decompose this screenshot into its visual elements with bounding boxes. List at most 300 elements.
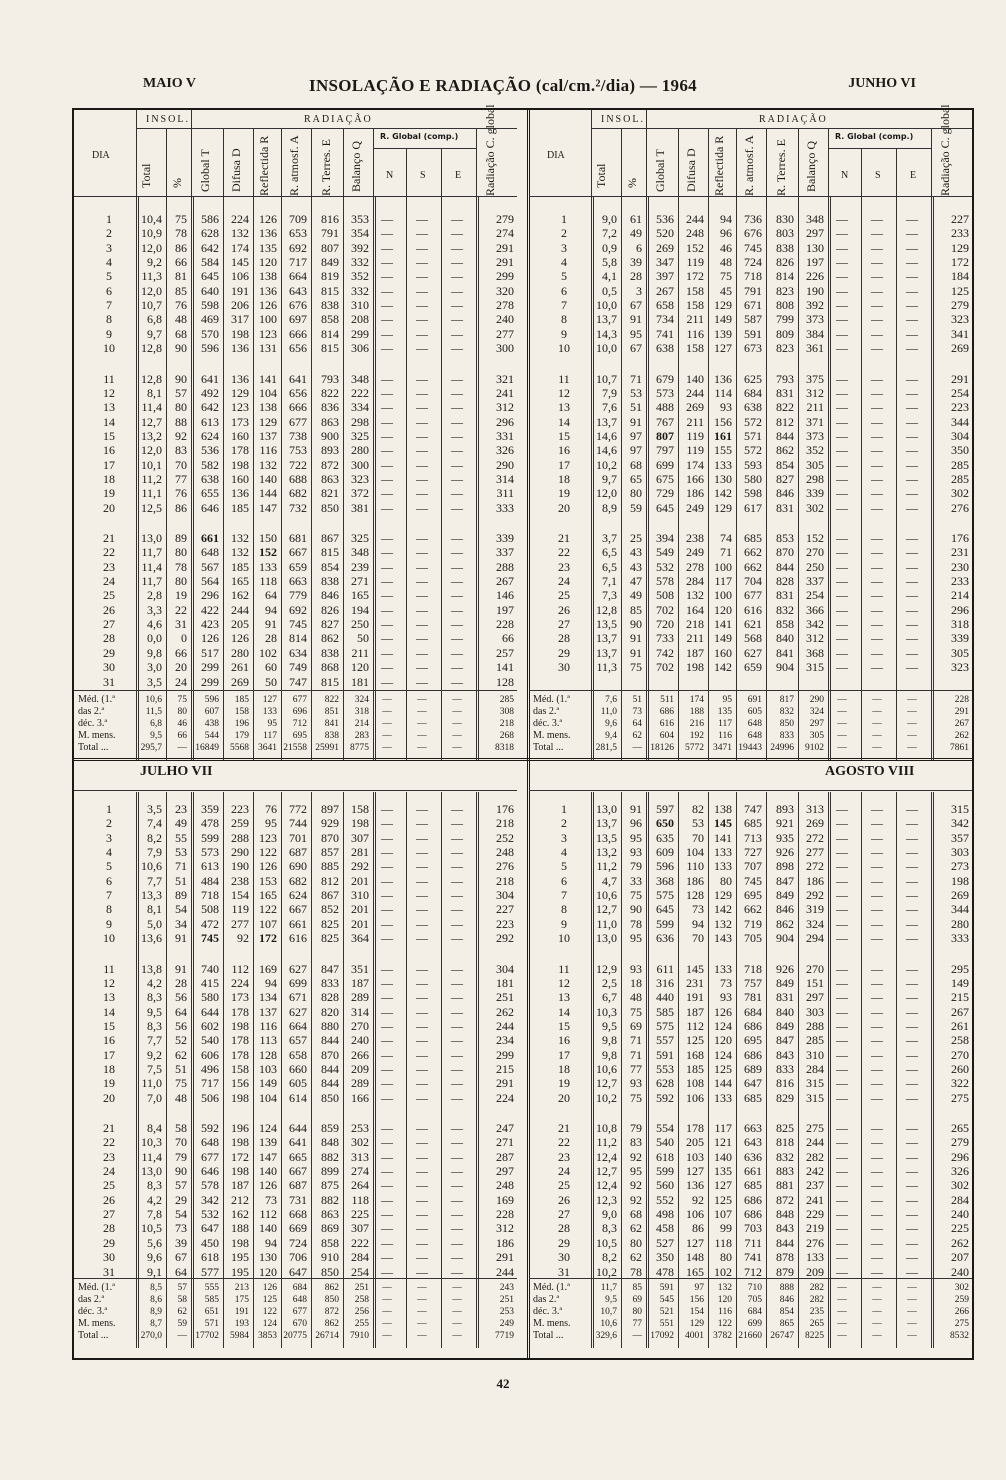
cell-refl: 116 xyxy=(259,443,277,458)
table-row xyxy=(529,902,972,916)
cell-dia: 19 xyxy=(558,486,570,501)
cell-total: 0,0 xyxy=(147,631,162,646)
summary-cell-pct: 59 xyxy=(177,1319,187,1329)
summary-row xyxy=(74,1330,517,1342)
cell-s: — xyxy=(416,1235,428,1250)
column-separator xyxy=(736,128,737,196)
column-separator xyxy=(646,110,647,196)
cell-dia: 7 xyxy=(106,888,112,903)
cell-atm: 772 xyxy=(289,802,307,816)
cell-ter: 898 xyxy=(776,859,794,874)
cell-total: 13,2 xyxy=(141,428,162,443)
cell-refl: 143 xyxy=(714,931,732,946)
cell-ter: 935 xyxy=(776,830,794,845)
cell-atm: 747 xyxy=(289,674,307,689)
cell-total: 10,7 xyxy=(141,298,162,313)
cell-bal: 241 xyxy=(806,1192,824,1207)
cell-cg: 275 xyxy=(951,1090,969,1105)
cell-e: — xyxy=(906,385,918,400)
cell-difusa: 174 xyxy=(686,457,704,472)
table-row xyxy=(74,574,517,588)
cell-pct: 53 xyxy=(630,385,642,400)
cell-refl: 129 xyxy=(714,500,732,515)
cell-total: 13,7 xyxy=(596,631,617,646)
cell-bal: 354 xyxy=(351,226,369,241)
summary-cell-n: — xyxy=(837,1283,847,1293)
cell-refl: 128 xyxy=(259,1047,277,1062)
cell-cg: 304 xyxy=(951,428,969,443)
cell-refl: 93 xyxy=(720,400,732,415)
cell-total: 13,0 xyxy=(596,931,617,946)
cell-dia: 28 xyxy=(558,1221,570,1236)
summary-cell-bal: 9102 xyxy=(805,743,824,753)
cell-n: — xyxy=(381,531,393,545)
table-row xyxy=(74,603,517,617)
cell-dia: 19 xyxy=(103,1076,115,1091)
cell-global: 613 xyxy=(201,414,219,429)
cell-s: — xyxy=(871,1192,883,1207)
cell-n: — xyxy=(381,371,393,386)
cell-difusa: 278 xyxy=(686,559,704,574)
cell-n: — xyxy=(836,845,848,860)
cell-cg: 276 xyxy=(496,859,514,874)
cell-bal: 315 xyxy=(806,1076,824,1091)
cell-n: — xyxy=(836,443,848,458)
summary-cell-refl: 135 xyxy=(717,707,732,717)
summary-cell-s: — xyxy=(417,731,427,741)
cell-s: — xyxy=(871,371,883,386)
cell-e: — xyxy=(906,1149,918,1164)
summary-cell-pct: 46 xyxy=(177,719,187,729)
cell-global: 679 xyxy=(656,371,674,386)
cell-atm: 685 xyxy=(744,1090,762,1105)
cell-s: — xyxy=(416,414,428,429)
summary-cell-refl: 117 xyxy=(718,719,732,729)
cell-ter: 848 xyxy=(776,1207,794,1222)
cell-dia: 22 xyxy=(558,1135,570,1150)
cell-n: — xyxy=(836,1207,848,1222)
summary-cell-bal: 8225 xyxy=(805,1331,824,1341)
cell-cg: 333 xyxy=(951,931,969,946)
cell-dia: 3 xyxy=(561,830,567,845)
summary-cell-e: — xyxy=(907,1331,917,1341)
cell-global: 478 xyxy=(201,816,219,831)
cell-global: 577 xyxy=(201,1264,219,1279)
summary-cell-global: 551 xyxy=(659,1319,674,1329)
cell-e: — xyxy=(906,1207,918,1222)
cell-difusa: 231 xyxy=(686,975,704,990)
cell-s: — xyxy=(871,341,883,356)
cell-dia: 15 xyxy=(103,428,115,443)
cell-ter: 844 xyxy=(776,1235,794,1250)
cell-s: — xyxy=(416,1018,428,1033)
cell-n: — xyxy=(381,802,393,816)
cell-bal: 384 xyxy=(806,326,824,341)
cell-ter: 872 xyxy=(321,457,339,472)
cell-s: — xyxy=(416,269,428,284)
cell-atm: 697 xyxy=(289,312,307,327)
cell-atm: 692 xyxy=(289,240,307,255)
cell-global: 498 xyxy=(656,1207,674,1222)
cell-pct: 68 xyxy=(630,457,642,472)
cell-cg: 271 xyxy=(496,1135,514,1150)
cell-global: 573 xyxy=(201,845,219,860)
cell-dia: 28 xyxy=(558,631,570,646)
cell-e: — xyxy=(906,1264,918,1279)
header-terres: R. Terres. E xyxy=(319,139,333,196)
cell-ter: 809 xyxy=(776,326,794,341)
cell-e: — xyxy=(451,400,463,415)
table-row xyxy=(74,1207,517,1221)
cell-difusa: 145 xyxy=(686,961,704,976)
cell-global: 552 xyxy=(656,1192,674,1207)
cell-difusa: 112 xyxy=(231,961,249,976)
cell-total: 4,6 xyxy=(147,617,162,632)
cell-global: 650 xyxy=(656,816,674,831)
cell-n: — xyxy=(381,1018,393,1033)
summary-cell-total: 9,5 xyxy=(605,1295,617,1305)
cell-difusa: 174 xyxy=(231,240,249,255)
cell-total: 10,1 xyxy=(141,457,162,472)
cell-global: 296 xyxy=(201,588,219,603)
table-row xyxy=(529,617,972,631)
cell-refl: 137 xyxy=(259,1004,277,1019)
cell-dia: 2 xyxy=(561,226,567,241)
cell-n: — xyxy=(381,326,393,341)
cell-total: 8,9 xyxy=(602,500,617,515)
summary-cell-atm: 677 xyxy=(292,1307,307,1317)
table-row xyxy=(74,443,517,457)
cell-e: — xyxy=(906,990,918,1005)
cell-global: 347 xyxy=(656,255,674,270)
cell-pct: 90 xyxy=(175,371,187,386)
cell-s: — xyxy=(871,312,883,327)
summary-cell-refl: 133 xyxy=(262,707,277,717)
cell-global: 549 xyxy=(656,545,674,560)
cell-total: 5,0 xyxy=(147,916,162,931)
cell-refl: 113 xyxy=(259,1033,277,1048)
cell-pct: 90 xyxy=(630,617,642,632)
cell-e: — xyxy=(906,212,918,226)
table-row xyxy=(529,831,972,845)
cell-total: 12,7 xyxy=(596,902,617,917)
cell-n: — xyxy=(381,975,393,990)
cell-refl: 145 xyxy=(714,816,732,831)
cell-refl: 142 xyxy=(714,486,732,501)
cell-difusa: 82 xyxy=(692,802,704,816)
cell-refl: 139 xyxy=(714,326,732,341)
cell-difusa: 187 xyxy=(686,645,704,660)
summary-cell-refl: 122 xyxy=(717,1319,732,1329)
cell-dia: 7 xyxy=(561,298,567,313)
summary-cell-pct: 51 xyxy=(632,695,642,705)
cell-pct: 34 xyxy=(175,916,187,931)
cell-global: 592 xyxy=(201,1121,219,1135)
cell-s: — xyxy=(871,428,883,443)
table-row xyxy=(74,631,517,645)
cell-ter: 823 xyxy=(776,341,794,356)
summary-cell-difusa: 154 xyxy=(689,1307,704,1317)
column-separator xyxy=(223,128,224,196)
cell-refl: 124 xyxy=(259,1121,277,1135)
cell-global: 368 xyxy=(656,873,674,888)
summary-cell-ter: 865 xyxy=(779,1319,794,1329)
cell-ter: 808 xyxy=(776,298,794,313)
cell-ter: 847 xyxy=(776,873,794,888)
cell-dia: 27 xyxy=(103,1207,115,1222)
table-row xyxy=(74,486,517,500)
cell-global: 575 xyxy=(656,888,674,903)
cell-e: — xyxy=(906,961,918,976)
cell-s: — xyxy=(416,845,428,860)
cell-difusa: 190 xyxy=(231,859,249,874)
cell-pct: 49 xyxy=(630,226,642,241)
cell-atm: 757 xyxy=(744,975,762,990)
cell-total: 12,4 xyxy=(596,1149,617,1164)
cell-global: 423 xyxy=(201,617,219,632)
summary-cell-n: — xyxy=(837,1307,847,1317)
cell-dia: 21 xyxy=(103,531,115,545)
column-separator xyxy=(441,148,442,196)
cell-refl: 107 xyxy=(259,916,277,931)
summary-cell-e: — xyxy=(452,1283,462,1293)
cell-e: — xyxy=(906,1076,918,1091)
summary-cell-s: — xyxy=(872,731,882,741)
cell-dia: 17 xyxy=(558,457,570,472)
cell-dia: 20 xyxy=(558,1090,570,1105)
page-header xyxy=(0,76,1006,96)
cell-e: — xyxy=(451,486,463,501)
column-separator xyxy=(621,128,622,196)
cell-pct: 56 xyxy=(175,1018,187,1033)
cell-global: 599 xyxy=(656,916,674,931)
summary-cell-n: — xyxy=(382,1283,392,1293)
cell-s: — xyxy=(416,1004,428,1019)
cell-pct: 66 xyxy=(175,255,187,270)
cell-total: 10,4 xyxy=(141,212,162,226)
cell-refl: 125 xyxy=(714,1061,732,1076)
table-row xyxy=(529,545,972,559)
cell-refl: 140 xyxy=(259,1221,277,1236)
cell-dia: 10 xyxy=(103,341,115,356)
table-row xyxy=(529,531,972,545)
table-row xyxy=(529,816,972,830)
cell-n: — xyxy=(381,931,393,946)
summary-cell-s: — xyxy=(872,707,882,717)
cell-atm: 572 xyxy=(744,414,762,429)
header-total: Total xyxy=(139,163,153,188)
cell-cg: 326 xyxy=(496,443,514,458)
cell-dia: 30 xyxy=(103,660,115,675)
cell-difusa: 185 xyxy=(231,500,249,515)
cell-difusa: 154 xyxy=(231,888,249,903)
cell-refl: 75 xyxy=(720,269,732,284)
cell-dia: 8 xyxy=(106,902,112,917)
cell-s: — xyxy=(871,617,883,632)
cell-global: 584 xyxy=(201,255,219,270)
cell-ter: 821 xyxy=(321,486,339,501)
cell-bal: 152 xyxy=(806,531,824,545)
cell-total: 12,5 xyxy=(141,500,162,515)
cell-global: 126 xyxy=(201,631,219,646)
cell-ter: 882 xyxy=(321,1149,339,1164)
cell-difusa: 224 xyxy=(231,212,249,226)
cell-s: — xyxy=(871,1235,883,1250)
summary-cell-n: — xyxy=(837,1319,847,1329)
cell-difusa: 164 xyxy=(686,602,704,617)
cell-cg: 240 xyxy=(496,312,514,327)
cell-ter: 849 xyxy=(776,975,794,990)
table-row xyxy=(529,588,972,602)
cell-bal: 270 xyxy=(806,961,824,976)
cell-refl: 28 xyxy=(265,631,277,646)
cell-difusa: 136 xyxy=(686,1178,704,1193)
summary-cell-pct: 77 xyxy=(632,1319,642,1329)
cell-atm: 662 xyxy=(744,902,762,917)
cell-e: — xyxy=(906,1033,918,1048)
table-row xyxy=(74,888,517,902)
cell-pct: 73 xyxy=(175,1221,187,1236)
cell-e: — xyxy=(451,385,463,400)
cell-dia: 14 xyxy=(558,1004,570,1019)
cell-e: — xyxy=(451,457,463,472)
cell-bal: 222 xyxy=(351,1235,369,1250)
cell-pct: 97 xyxy=(630,428,642,443)
cell-s: — xyxy=(416,531,428,545)
cell-dia: 6 xyxy=(561,283,567,298)
cell-e: — xyxy=(906,471,918,486)
cell-pct: 65 xyxy=(630,471,642,486)
summary-cell-difusa: 192 xyxy=(689,731,704,741)
summary-row xyxy=(529,1306,972,1318)
cell-e: — xyxy=(451,902,463,917)
cell-dia: 20 xyxy=(558,500,570,515)
cell-n: — xyxy=(836,602,848,617)
summary-cell-refl: 124 xyxy=(262,1319,277,1329)
cell-e: — xyxy=(906,1192,918,1207)
cell-global: 644 xyxy=(201,1004,219,1019)
cell-total: 13,5 xyxy=(596,617,617,632)
cell-bal: 285 xyxy=(806,1033,824,1048)
cell-bal: 229 xyxy=(806,1207,824,1222)
table-row xyxy=(529,298,972,312)
cell-ter: 858 xyxy=(321,312,339,327)
cell-s: — xyxy=(416,674,428,689)
cell-global: 488 xyxy=(656,400,674,415)
cell-dia: 20 xyxy=(103,500,115,515)
cell-cg: 291 xyxy=(496,1250,514,1265)
summary-cell-bal: 282 xyxy=(809,1283,824,1293)
cell-e: — xyxy=(906,500,918,515)
summary-cell-difusa: 179 xyxy=(234,731,249,741)
cell-dia: 5 xyxy=(106,859,112,874)
cell-global: 415 xyxy=(201,975,219,990)
cell-difusa: 106 xyxy=(231,269,249,284)
cell-difusa: 259 xyxy=(231,816,249,831)
cell-cg: 292 xyxy=(496,931,514,946)
summary-cell-total: 10,7 xyxy=(600,1307,617,1317)
cell-refl: 107 xyxy=(714,1207,732,1222)
cell-dia: 5 xyxy=(106,269,112,284)
cell-cg: 278 xyxy=(496,298,514,313)
cell-total: 6,5 xyxy=(602,559,617,574)
cell-pct: 83 xyxy=(630,1135,642,1150)
cell-atm: 591 xyxy=(744,326,762,341)
cell-ter: 863 xyxy=(321,414,339,429)
cell-ter: 830 xyxy=(776,212,794,226)
month-title: AGOSTO VIII xyxy=(825,764,915,779)
cell-s: — xyxy=(416,1264,428,1279)
cell-refl: 136 xyxy=(259,226,277,241)
cell-s: — xyxy=(416,326,428,341)
cell-pct: 77 xyxy=(630,1061,642,1076)
cell-global: 532 xyxy=(656,559,674,574)
cell-s: — xyxy=(871,212,883,226)
cell-cg: 323 xyxy=(951,660,969,675)
cell-bal: 201 xyxy=(351,902,369,917)
cell-cg: 214 xyxy=(951,588,969,603)
cell-ter: 869 xyxy=(321,1221,339,1236)
summary-cell-global: 545 xyxy=(659,1295,674,1305)
cell-ter: 819 xyxy=(321,269,339,284)
table-row xyxy=(74,660,517,674)
column-separator xyxy=(166,128,167,196)
cell-atm: 712 xyxy=(744,1264,762,1279)
cell-global: 575 xyxy=(656,1018,674,1033)
cell-atm: 647 xyxy=(744,1076,762,1091)
table-row xyxy=(74,372,517,386)
cell-pct: 95 xyxy=(630,1164,642,1179)
cell-difusa: 198 xyxy=(231,1090,249,1105)
cell-pct: 83 xyxy=(175,443,187,458)
table-row xyxy=(74,386,517,400)
cell-n: — xyxy=(836,660,848,675)
cell-e: — xyxy=(451,845,463,860)
cell-cg: 326 xyxy=(951,1164,969,1179)
table-row xyxy=(74,327,517,341)
cell-ter: 882 xyxy=(321,1192,339,1207)
cell-n: — xyxy=(381,443,393,458)
cell-total: 11,0 xyxy=(596,916,617,931)
summary-cell-s: — xyxy=(872,1331,882,1341)
cell-e: — xyxy=(906,645,918,660)
summary-cell-pct: 58 xyxy=(177,1295,187,1305)
table-row xyxy=(74,1062,517,1076)
cell-dia: 4 xyxy=(106,255,112,270)
column-separator xyxy=(281,128,282,196)
cell-ter: 854 xyxy=(321,559,339,574)
cell-dia: 4 xyxy=(106,845,112,860)
cell-s: — xyxy=(871,1207,883,1222)
summary-cell-atm: 691 xyxy=(747,695,762,705)
summary-row xyxy=(529,1330,972,1342)
summary-cell-atm: 699 xyxy=(747,1319,762,1329)
summary-label: Total ... xyxy=(78,742,109,753)
cell-pct: 70 xyxy=(175,457,187,472)
cell-total: 10,7 xyxy=(596,371,617,386)
table-row xyxy=(529,646,972,660)
cell-refl: 126 xyxy=(259,1178,277,1193)
cell-pct: 71 xyxy=(630,1033,642,1048)
cell-n: — xyxy=(836,457,848,472)
cell-difusa: 53 xyxy=(692,816,704,831)
summary-cell-e: — xyxy=(907,1319,917,1329)
summary-cell-bal: 8775 xyxy=(350,743,369,753)
cell-s: — xyxy=(871,1004,883,1019)
cell-e: — xyxy=(906,1250,918,1265)
table-row xyxy=(74,1048,517,1062)
cell-s: — xyxy=(871,298,883,313)
